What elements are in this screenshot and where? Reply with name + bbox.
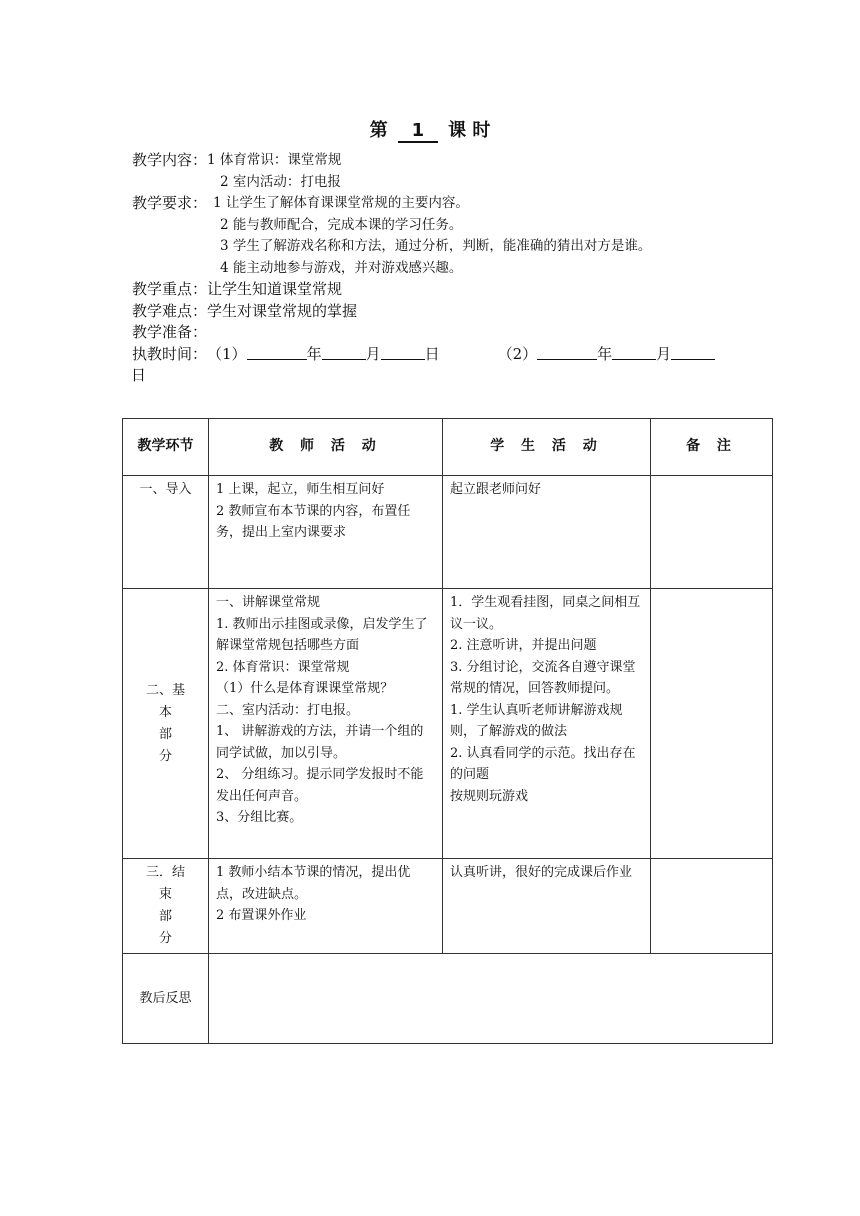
stage-text: 一、导入	[139, 482, 192, 497]
teacher-line: 二、室内活动：打电报。	[216, 702, 360, 718]
time-second: （2）	[497, 344, 538, 363]
year-blank[interactable]	[247, 344, 307, 360]
table-row	[123, 859, 773, 954]
stage-text: 本	[158, 704, 172, 720]
stage-text: 分	[158, 931, 172, 946]
focus-value: 让学生知道课堂常规	[207, 280, 343, 298]
teacher-cell	[209, 859, 443, 954]
teacher-line: 2、 分组练习。提示同学发报时不能发出任何声音。	[216, 767, 424, 804]
year-label-2: 年	[597, 344, 613, 363]
lesson-plan-table	[122, 418, 773, 1044]
day-blank-2[interactable]	[671, 344, 715, 360]
header-stage: 教学环节	[123, 419, 209, 476]
content-label: 教学内容：	[132, 151, 208, 169]
student-line: 2. 认真看同学的示范。找出存在的问题	[450, 745, 636, 782]
time-label: 执教时间：	[132, 344, 208, 363]
student-line: 1. 学生认真听老师讲解游戏规则，了解游戏的做法	[450, 702, 623, 739]
year-label: 年	[306, 344, 322, 363]
month-blank-2[interactable]	[612, 344, 656, 360]
reflection-cell[interactable]	[209, 954, 773, 1044]
student-cell	[443, 589, 651, 859]
stage-text: 三．结	[145, 865, 185, 880]
stage-text: 分	[158, 748, 172, 764]
reflection-row	[123, 954, 773, 1044]
year-blank-2[interactable]	[537, 344, 597, 360]
teacher-cell	[209, 476, 443, 589]
note-cell	[651, 589, 773, 859]
teacher-line: 3、分组比赛。	[216, 810, 303, 825]
content-item: 1 体育常识：课堂常规	[207, 152, 342, 168]
stage-cell	[123, 589, 209, 859]
stage-text: 部	[158, 909, 172, 924]
difficulty-label: 教学难点：	[132, 301, 208, 320]
month-label-2: 月	[656, 344, 672, 363]
header-teacher: 教 师 活 动	[209, 419, 443, 476]
teacher-line: 2. 体育常识：课堂常规	[216, 659, 350, 675]
prep-label: 教学准备：	[132, 323, 208, 341]
difficulty-value: 学生对课堂常规的掌握	[207, 301, 358, 320]
day-blank[interactable]	[381, 344, 425, 360]
stage-cell	[123, 476, 209, 589]
stage-text: 束	[158, 887, 172, 902]
teacher-line: 一、讲解课堂常规	[216, 595, 321, 610]
stage-cell	[123, 859, 209, 954]
teacher-cell	[209, 589, 443, 859]
month-blank[interactable]	[322, 344, 366, 360]
note-cell	[651, 476, 773, 589]
day-label-2: 日	[131, 366, 147, 384]
title-prefix: 第	[369, 120, 388, 141]
student-line: 起立跟老师问好	[450, 482, 542, 497]
month-label: 月	[365, 344, 381, 363]
teacher-line: 1 上课，起立，师生相互问好	[216, 482, 385, 497]
time-first: （1）	[207, 344, 247, 363]
lesson-meta	[132, 150, 772, 387]
teacher-line: 1. 教师出示挂图或录像，启发学生了解课堂常规包括哪些方面	[216, 616, 428, 653]
header-student: 学 生 活 动	[443, 419, 651, 476]
day-label: 日	[424, 344, 440, 363]
teacher-line: （1）什么是体育课课堂常规？	[216, 681, 394, 696]
reflection-label: 教后反思	[123, 954, 209, 1044]
student-line: 认真听讲，很好的完成课后作业	[450, 865, 633, 880]
table-row	[123, 476, 773, 589]
student-line: 按规则玩游戏	[450, 788, 529, 804]
teacher-line: 2 教师宣布本节课的内容，布置任务，提出上室内课要求	[216, 503, 411, 540]
student-line: 2. 注意听讲，并提出问题	[450, 638, 597, 653]
student-cell	[443, 476, 651, 589]
requirement-item: 3 学生了解游戏名称和方法，通过分析，判断，能准确的猜出对方是谁。	[220, 238, 652, 254]
requirement-item: 1 让学生了解体育课课堂常规的主要内容。	[213, 195, 469, 211]
requirements-label: 教学要求：	[132, 194, 208, 212]
student-line: 3. 分组讨论，交流各自遵守课堂常规的情况，回答教师提问。	[450, 659, 636, 696]
requirement-item: 4 能主动地参与游戏，并对游戏感兴趣。	[220, 259, 463, 276]
student-cell	[443, 859, 651, 954]
requirement-item: 2 能与教师配合，完成本课的学习任务。	[220, 216, 463, 233]
content-item: 2 室内活动：打电报	[220, 173, 341, 190]
stage-text: 部	[158, 726, 172, 742]
title-suffix: 课 时	[448, 120, 491, 141]
teacher-line: 2 布置课外作业	[216, 908, 307, 923]
page-title	[0, 116, 860, 143]
focus-label: 教学重点：	[132, 280, 208, 298]
note-cell	[651, 859, 773, 954]
teacher-line: 1 教师小结本节课的情况，提出优点，改进缺点。	[216, 865, 411, 902]
header-note: 备 注	[651, 419, 773, 476]
lesson-number: 1	[398, 120, 438, 143]
table-header-row	[123, 419, 773, 476]
table-row	[123, 589, 773, 859]
student-line: 1．学生观看挂图，同桌之间相互议一议。	[450, 595, 641, 632]
stage-text: 二、基	[145, 682, 185, 698]
teacher-line: 1、 讲解游戏的方法，并请一个组的同学试做，加以引导。	[216, 724, 424, 761]
